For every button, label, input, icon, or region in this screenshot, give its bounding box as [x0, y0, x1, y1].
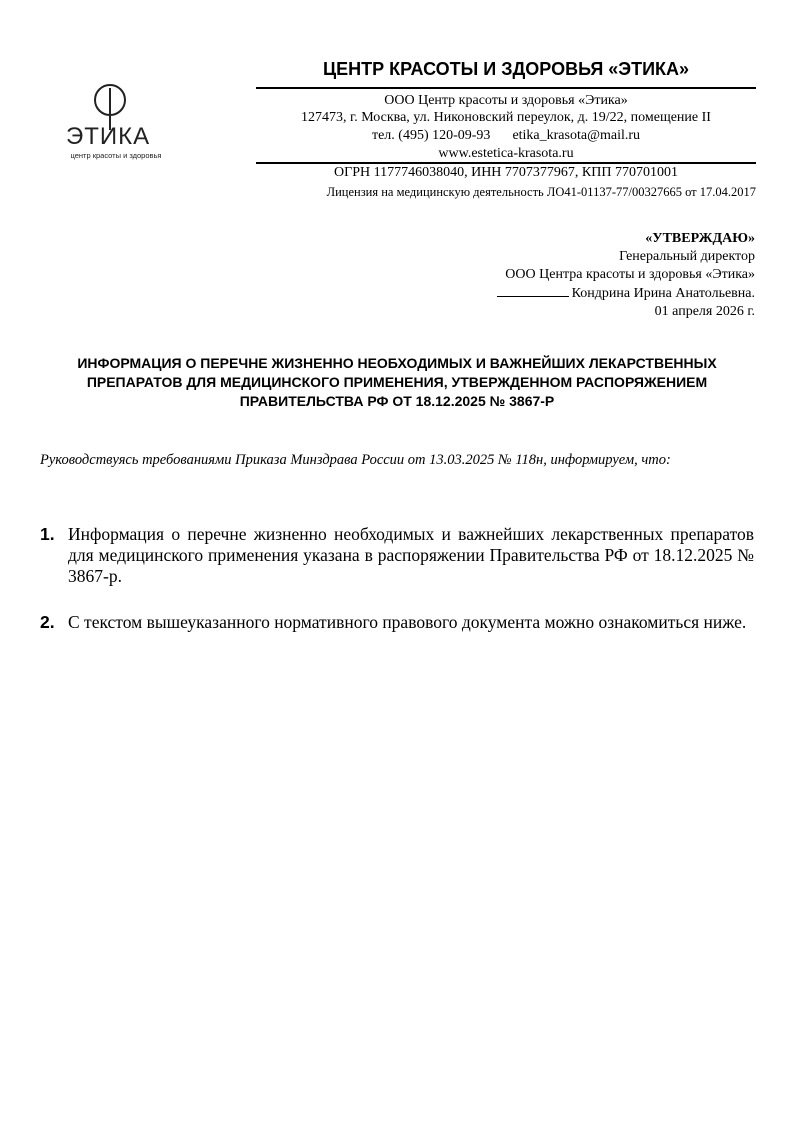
company-name: ООО Центр красоты и здоровья «Этика» [384, 93, 628, 108]
document-title-line: ПРЕПАРАТОВ ДЛЯ МЕДИЦИНСКОГО ПРИМЕНЕНИЯ, УТВЕРЖДЕННОМ РАСПОРЯЖЕНИЕМ [86, 374, 708, 390]
approver-organization: ООО Центра красоты и здоровья «Этика» [505, 267, 755, 282]
signature-blank [497, 284, 569, 297]
logo-wordmark: ЭТИКА [66, 123, 151, 150]
signature-line [355, 284, 755, 303]
intro-paragraph: Руководствуясь требованиями Приказа Минздрава России от 13.03.2025 № 118н, информируем, что: [40, 452, 671, 468]
company-logo [62, 84, 162, 164]
registration-numbers: ОГРН 1177746038040, ИНН 7707377967, КПП 770701001 [334, 165, 678, 180]
list-item [40, 524, 754, 587]
document-title-line: ПРАВИТЕЛЬСТВА РФ ОТ 18.12.2025 № 3867-Р [239, 393, 555, 409]
approval-block [355, 230, 755, 321]
logo-subtitle: центр красоты и здоровья [70, 151, 162, 160]
list-item-number: 1. [40, 524, 55, 544]
header-divider-top [256, 87, 756, 89]
company-address: 127473, г. Москва, ул. Никоновский переулок, д. 19/22, помещение II [301, 110, 711, 125]
document-title [40, 354, 754, 411]
list-item-number: 2. [40, 612, 55, 632]
list-item-text: С текстом вышеуказанного нормативного правового документа можно ознакомиться ниже. [68, 612, 747, 632]
approver-position: Генеральный директор [619, 249, 755, 264]
approval-title: «УТВЕРЖДАЮ» [645, 231, 755, 246]
company-email[interactable]: etika_krasota@mail.ru [512, 128, 641, 143]
document-title-line: ИНФОРМАЦИЯ О ПЕРЕЧНЕ ЖИЗНЕННО НЕОБХОДИМЫХ И ВАЖНЕЙШИХ ЛЕКАРСТВЕННЫХ [77, 355, 717, 371]
list-item-text: Информация о перечне жизненно необходимых и важнейших лекарственных препаратов для медицинского применения указана в распоряжении Правительства РФ от 18.12.2025 № 3867-р. [68, 524, 754, 586]
company-phone: тел. (495) 120-09-93 [371, 128, 491, 143]
contact-line [256, 127, 756, 145]
organization-title: ЦЕНТР КРАСОТЫ И ЗДОРОВЬЯ «ЭТИКА» [322, 59, 690, 79]
list-item [40, 612, 754, 633]
approver-name: Кондрина Ирина Анатольевна. [571, 286, 755, 301]
company-website[interactable]: www.estetica-krasota.ru [438, 146, 574, 161]
approval-date: 01 апреля 2026 г. [654, 304, 755, 319]
medical-license: Лицензия на медицинскую деятельность ЛО41-01137-77/00327665 от 17.04.2017 [326, 185, 756, 199]
